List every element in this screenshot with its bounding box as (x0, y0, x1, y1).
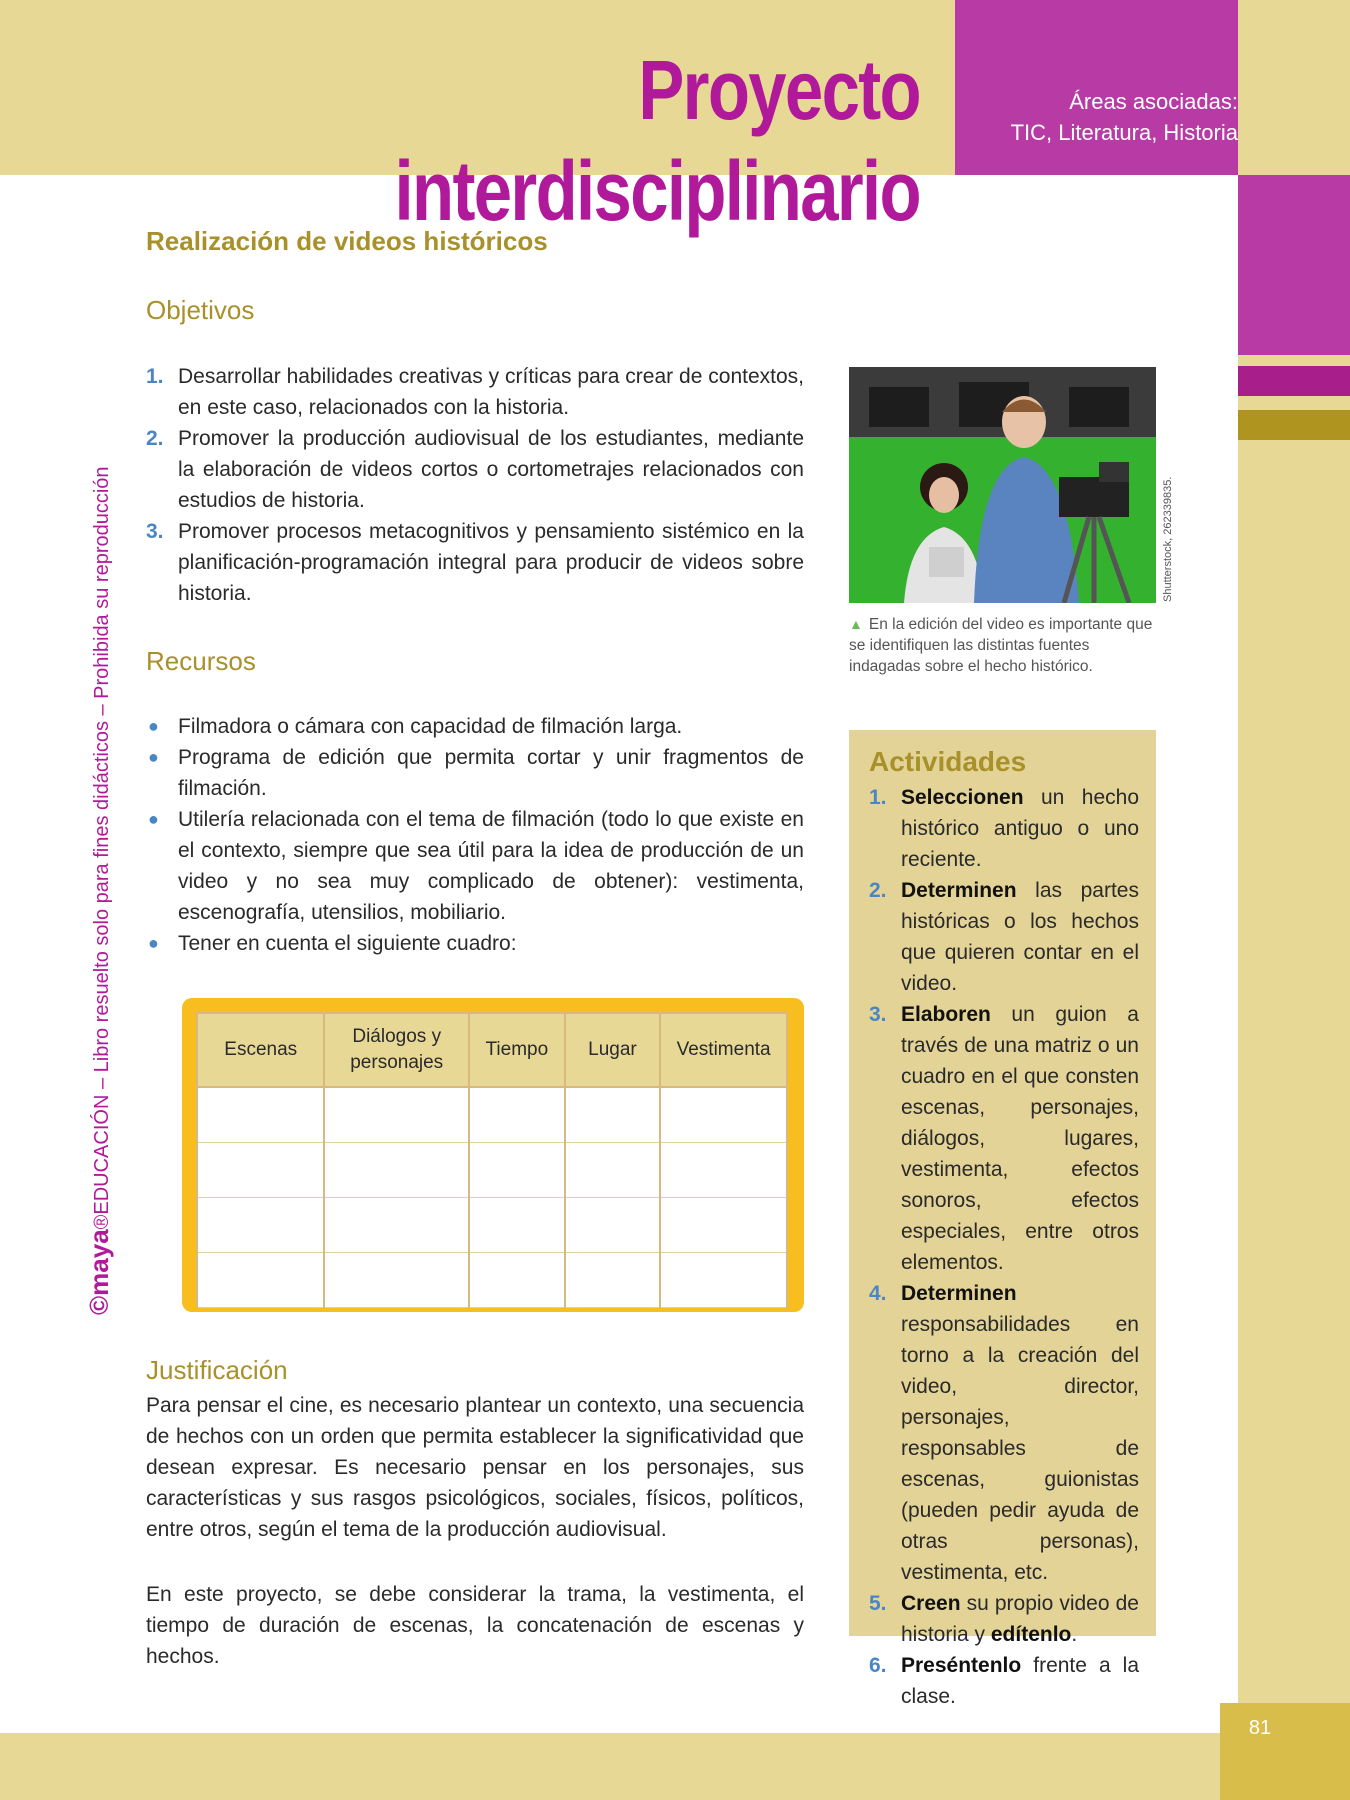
photo-illustration (849, 367, 1156, 603)
item-text: las partes históricas o los hechos que quieren contar en el video. (901, 879, 1139, 995)
recursos-list (146, 711, 804, 959)
column-header: Lugar (565, 1013, 661, 1087)
justificacion-paragraph-1: Para pensar el cine, es necesario plantear un contexto, una secuencia de hechos con un orden que permita establecer la significatividad que desean expresar. Es necesario pensar en los personajes, sus características y sus rasgos psicológicos, sociales, físicos, políticos, entre otros, según el tema de la producción audiovisual. (146, 1394, 804, 1541)
photo-credit: Shutterstock, 262339835. (1162, 476, 1174, 602)
table-cell[interactable] (565, 1087, 661, 1143)
item-text: responsabilidades en torno a la creación del video, director, personajes, responsables de escenas, guionistas (pueden pedir ayuda de otras personas), vestimenta, etc. (901, 1313, 1139, 1584)
item-text: un guion a través de una matriz o un cuadro en el que consten escenas, personajes, diálogos, lugares, vestimenta, efectos sonoros, efectos especiales, entre otros elementos. (901, 1003, 1139, 1274)
list-item (146, 711, 804, 742)
item-number: 5. (869, 1592, 887, 1615)
item-keyword: Determinen (901, 879, 1017, 902)
table-cell[interactable] (469, 1087, 565, 1143)
justificacion-heading: Justificación (146, 1355, 288, 1385)
table-cell[interactable] (660, 1198, 787, 1253)
table-row (197, 1143, 787, 1198)
item-keyword: Determinen (901, 1282, 1017, 1305)
table-cell[interactable] (197, 1253, 324, 1308)
table-cell[interactable] (660, 1143, 787, 1198)
table-cell[interactable] (565, 1143, 661, 1198)
item-text: Programa de edición que permita cortar y unir fragmentos de filmación. (178, 746, 804, 800)
table-header-row (197, 1013, 787, 1087)
item-text: frente a la clase. (901, 1654, 1139, 1708)
list-item (146, 928, 804, 959)
bullet-icon: ● (148, 747, 159, 767)
item-keyword: Creen (901, 1592, 961, 1615)
photo-caption (849, 614, 1159, 677)
table-row (197, 1087, 787, 1143)
list-item (869, 1278, 1139, 1588)
table-cell[interactable] (660, 1253, 787, 1308)
column-header: Tiempo (469, 1013, 565, 1087)
objetivos-heading: Objetivos (146, 295, 255, 325)
item-number: 4. (869, 1282, 887, 1305)
list-item (146, 516, 804, 609)
list-item (146, 804, 804, 928)
copyright-notice (84, 466, 115, 1315)
item-number: 1. (146, 365, 164, 388)
side-stripe-magenta (1238, 366, 1350, 396)
table-cell[interactable] (565, 1253, 661, 1308)
list-item (869, 1588, 1139, 1650)
triangle-icon: ▲ (849, 616, 863, 632)
table-cell[interactable] (324, 1087, 469, 1143)
footer-band (0, 1733, 1350, 1800)
planning-table-frame (182, 998, 804, 1312)
table-cell[interactable] (469, 1253, 565, 1308)
list-item (146, 423, 804, 516)
table-cell[interactable] (197, 1143, 324, 1198)
table-cell[interactable] (197, 1087, 324, 1143)
table-cell[interactable] (660, 1087, 787, 1143)
objetivos-list (146, 361, 804, 609)
item-text: Desarrollar habilidades creativas y críticas para crear de contextos, en este caso, relacionados con la historia. (178, 365, 804, 419)
bullet-icon: ● (148, 809, 159, 829)
column-header: Escenas (197, 1013, 324, 1087)
activities-heading: Actividades (869, 746, 1027, 777)
side-stripe-gold (1238, 410, 1350, 440)
item-number: 2. (869, 879, 887, 902)
film-crew-photo (849, 367, 1156, 603)
item-number: 2. (146, 427, 164, 450)
column-header: Diálogos y personajes (324, 1013, 469, 1087)
page-number: 81 (1248, 1717, 1272, 1739)
page-title: Proyecto interdisciplinario (394, 43, 921, 238)
table-cell[interactable] (324, 1143, 469, 1198)
item-text: Promover procesos metacognitivos y pensamiento sistémico en la planificación-programación integral para producir de videos sobre historia. (178, 520, 804, 605)
table-cell[interactable] (469, 1143, 565, 1198)
item-text: su propio video de historia y (901, 1592, 1139, 1646)
table-cell[interactable] (324, 1198, 469, 1253)
publisher-brand: ©maya (84, 1229, 114, 1315)
item-text: . (1071, 1623, 1078, 1646)
table-cell[interactable] (469, 1198, 565, 1253)
activities-box (849, 730, 1156, 1708)
caption-text: En la edición del video es importante que se identifiquen las distintas fuentes indagadas sobre el hecho histórico. (849, 616, 1153, 675)
list-item (869, 782, 1139, 875)
item-text: Utilería relacionada con el tema de filmación (todo lo que existe en el contexto, siempre que sea útil para la idea de producción de un video y no sea muy complicado de obtener): vestimenta, escenografía, utensilios, mobiliario. (178, 808, 804, 924)
item-number: 3. (869, 1003, 887, 1026)
side-accent (1238, 175, 1350, 355)
table-cell[interactable] (197, 1198, 324, 1253)
item-text: un hecho histórico antiguo o uno reciente. (901, 786, 1139, 871)
list-item (146, 742, 804, 804)
list-item (869, 1650, 1139, 1712)
bullet-icon: ● (148, 716, 159, 736)
item-keyword: edítenlo (990, 1623, 1072, 1646)
item-text: Tener en cuenta el siguiente cuadro: (178, 932, 517, 955)
column-header: Vestimenta (660, 1013, 787, 1087)
item-keyword: Seleccionen (901, 786, 1024, 809)
item-text: Filmadora o cámara con capacidad de filmación larga. (178, 715, 683, 738)
item-number: 3. (146, 520, 164, 543)
justificacion-paragraph-2: En este proyecto, se debe considerar la trama, la vestimenta, el tiempo de duración de escenas, la concatenación de escenas y hechos. (146, 1583, 804, 1668)
item-text: Promover la producción audiovisual de los estudiantes, mediante la elaboración de videos cortos o cortometrajes relacionados con estudios de historia. (178, 427, 804, 512)
table-cell[interactable] (324, 1253, 469, 1308)
recursos-heading: Recursos (146, 646, 256, 676)
item-keyword: Preséntenlo (901, 1654, 1022, 1677)
areas-label: Áreas asociadas: (1069, 89, 1238, 114)
project-subtitle: Realización de videos históricos (146, 226, 548, 256)
areas-list: TIC, Literatura, Historia (1010, 120, 1238, 145)
item-keyword: Elaboren (901, 1003, 991, 1026)
table-row (197, 1198, 787, 1253)
bullet-icon: ● (148, 933, 159, 953)
activities-list (869, 782, 1139, 1712)
associated-areas (960, 86, 1238, 148)
table-row (197, 1253, 787, 1308)
list-item (869, 999, 1139, 1278)
item-number: 6. (869, 1654, 887, 1677)
list-item (146, 361, 804, 423)
copyright-text: ®EDUCACIÓN – Libro resuelto solo para fines didácticos – Prohibida su reproducción (91, 466, 113, 1230)
table-cell[interactable] (565, 1198, 661, 1253)
planning-table (196, 1012, 788, 1308)
list-item (869, 875, 1139, 999)
item-number: 1. (869, 786, 887, 809)
